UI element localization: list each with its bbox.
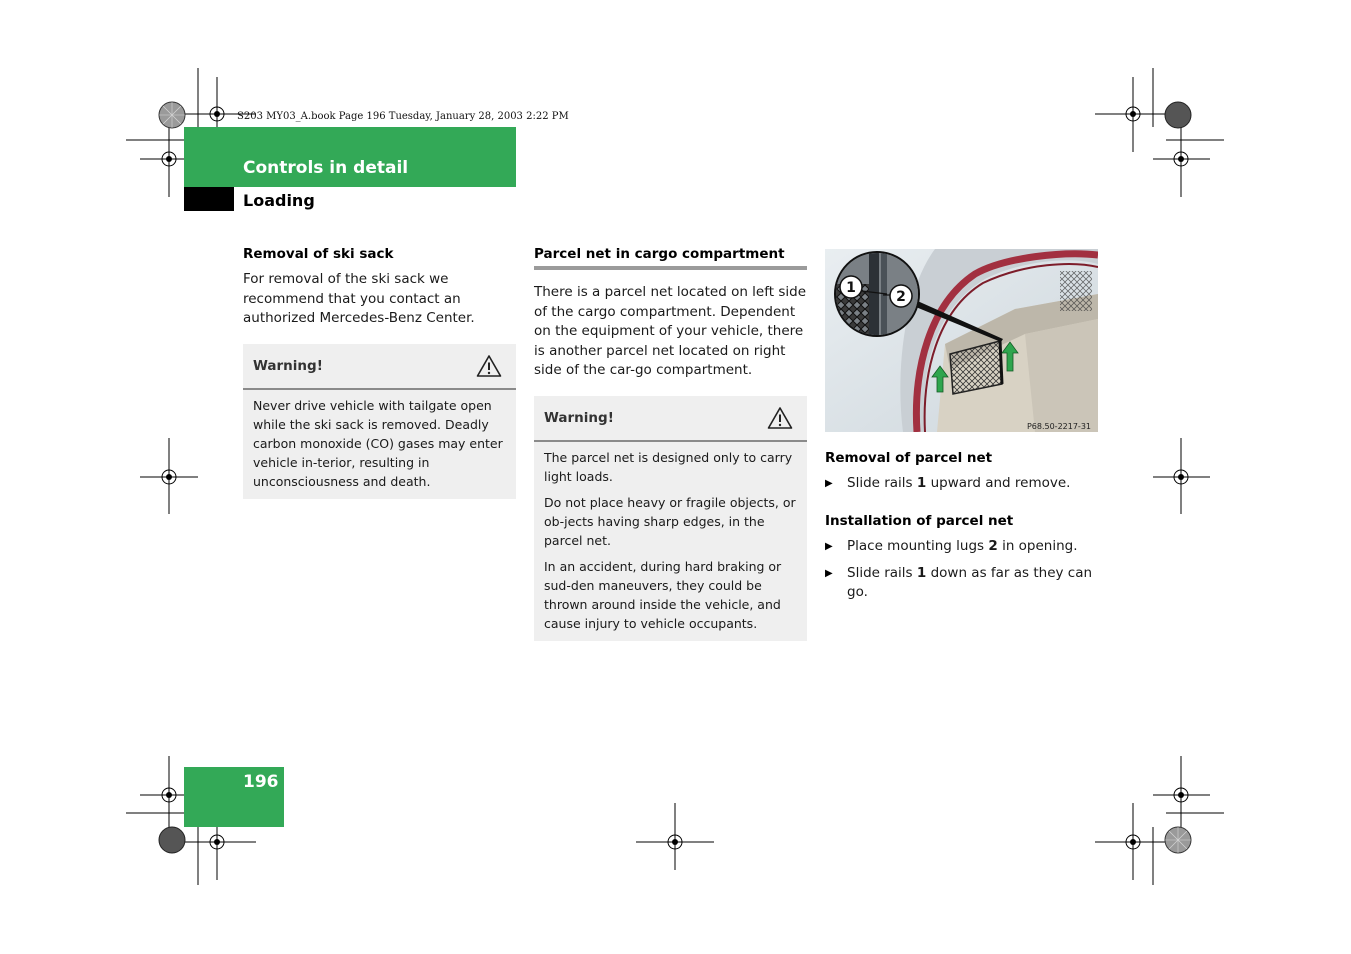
warning-header bbox=[534, 396, 807, 442]
heading-removal-ski-sack: Removal of ski sack bbox=[243, 246, 394, 262]
warning-text-3: In an accident, during hard braking or sud-den maneuvers, they could be thrown around inside the vehicle, and cause injury to vehicle occupants. bbox=[544, 558, 782, 631]
column-ski-sack bbox=[243, 246, 516, 499]
section-header-bar bbox=[184, 127, 516, 187]
callout-1: 1 bbox=[846, 280, 856, 296]
cargo-compartment-image bbox=[825, 249, 1098, 432]
warning-header bbox=[243, 344, 516, 390]
section-title: Controls in detail bbox=[243, 158, 409, 178]
warning-text: Never drive vehicle with tailgate open while the ski sack is removed. Deadly carbon monoxide (CO) gases may enter vehicle in-terior, resulting in unconsciousness and death. bbox=[253, 397, 503, 489]
ski-sack-body: For removal of the ski sack we recommend that you contact an authorized Mercedes-Benz Center. bbox=[243, 271, 475, 326]
warning-title: Warning! bbox=[544, 409, 614, 426]
parcel-net-illustration bbox=[825, 249, 1098, 432]
warning-triangle-icon bbox=[476, 354, 502, 378]
subsection-title: Loading bbox=[243, 191, 315, 210]
image-reference: P68.50-2217-31 bbox=[1026, 422, 1091, 431]
warning-triangle-icon bbox=[767, 406, 793, 430]
column-instructions bbox=[825, 450, 1105, 602]
subsection-tab bbox=[184, 187, 234, 211]
print-info: S203 MY03_A.book Page 196 Tuesday, January 28, 2003 2:22 PM bbox=[237, 111, 569, 122]
heading-installation-parcel-net: Installation of parcel net bbox=[825, 513, 1014, 529]
warning-text-1: The parcel net is designed only to carry light loads. bbox=[544, 449, 793, 484]
warning-box-ski-sack bbox=[243, 344, 516, 499]
installation-step-1: ▶ Place mounting lugs 2 in opening. bbox=[825, 538, 1078, 554]
bullet-arrow-icon: ▶ bbox=[825, 541, 833, 552]
heading-parcel-net: Parcel net in cargo compartment bbox=[534, 246, 785, 262]
bullet-arrow-icon: ▶ bbox=[825, 478, 833, 489]
heading-rule bbox=[534, 266, 807, 270]
heading-removal-parcel-net: Removal of parcel net bbox=[825, 450, 993, 466]
parcel-net-body: There is a parcel net located on left side of the cargo compartment. Dependent on the equipment of your vehicle, there is another parcel net located on right side of the car-go compartment. bbox=[534, 284, 806, 378]
warning-text-2: Do not place heavy or fragile objects, or ob-jects having sharp edges, in the parcel net. bbox=[544, 494, 796, 548]
callout-2: 2 bbox=[896, 289, 906, 305]
warning-box-parcel-net bbox=[534, 396, 807, 641]
installation-step-2: ▶ Slide rails 1 down as far as they can go. bbox=[825, 565, 1093, 600]
warning-title: Warning! bbox=[253, 357, 323, 374]
column-parcel-net bbox=[534, 246, 807, 641]
page-number: 196 bbox=[243, 772, 279, 792]
removal-step: ▶ Slide rails 1 upward and remove. bbox=[825, 475, 1071, 491]
bullet-arrow-icon: ▶ bbox=[825, 568, 833, 579]
